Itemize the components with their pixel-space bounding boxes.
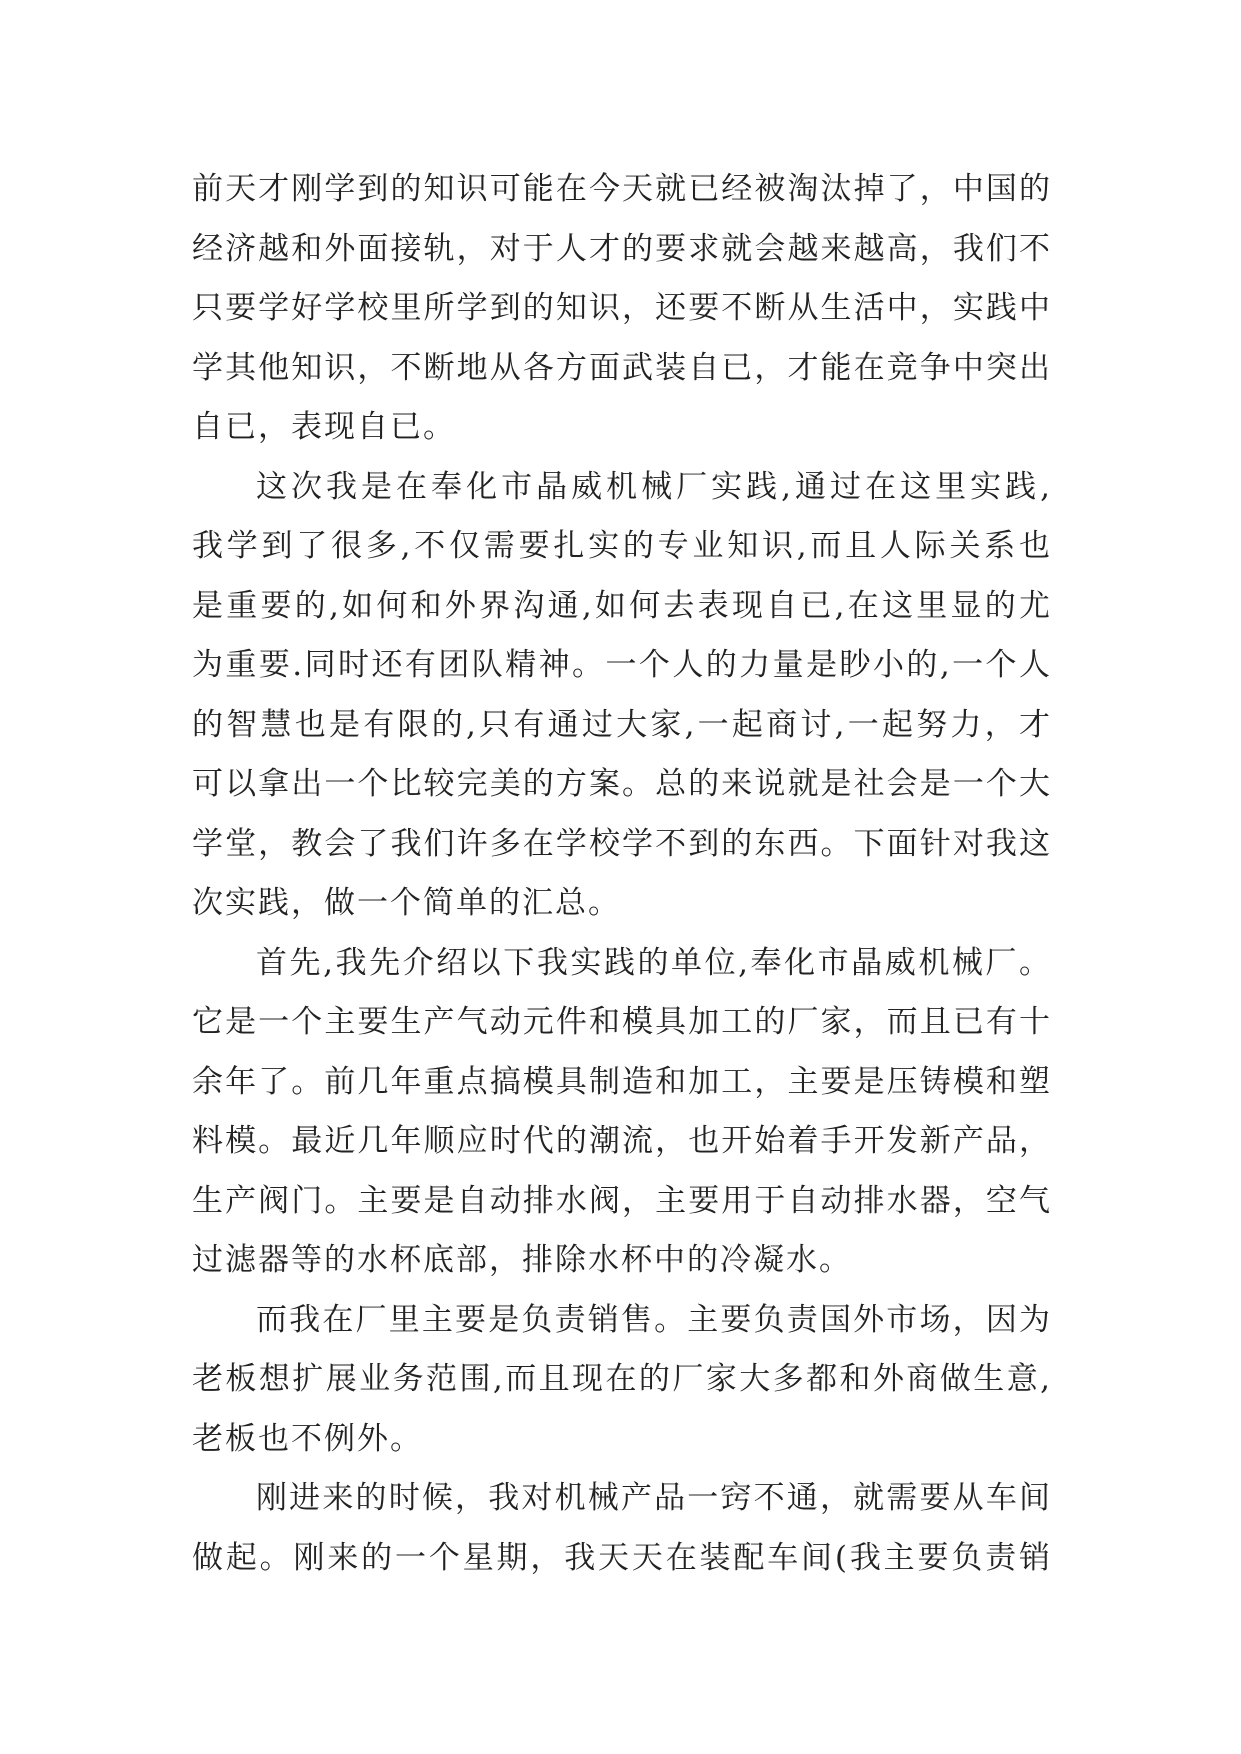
body-text [192,160,1052,1588]
text-line: 这次我是在奉化市晶威机械厂实践,通过在这里实践, [256,468,1052,505]
text-line: 学其他知识，不断地从各方面武装自已，才能在竞争中突出 [192,349,1052,386]
text-line: 可以拿出一个比较完美的方案。总的来说就是社会是一个大 [192,766,1052,802]
text-line: 它是一个主要生产气动元件和模具加工的厂家，而且已有十 [192,1004,1052,1040]
text-line: 的智慧也是有限的,只有通过大家,一起商讨,一起努力，才 [192,706,1052,743]
text-line: 做起。刚来的一个星期，我天天在装配车间(我主要负责销 [192,1539,1052,1576]
text-line: 次实践，做一个简单的汇总。 [192,885,621,921]
text-line: 老板想扩展业务范围,而且现在的厂家大多都和外商做生意, [192,1361,1052,1397]
text-line: 生产阀门。主要是自动排水阀，主要用于自动排水器，空气 [192,1182,1052,1219]
text-line: 是重要的,如何和外界沟通,如何去表现自已,在这里显的尤 [192,587,1052,624]
text-line: 前天才刚学到的知识可能在今天就已经被淘汰掉了，中国的 [192,171,1052,207]
text-line: 自已，表现自已。 [192,409,456,445]
text-line: 首先,我先介绍以下我实践的单位,奉化市晶威机械厂。 [256,944,1052,981]
text-line: 经济越和外面接轨，对于人才的要求就会越来越高，我们不 [192,230,1052,267]
text-line: 老板也不例外。 [192,1420,423,1457]
text-line: 刚进来的时候，我对机械产品一窍不通，就需要从车间 [256,1480,1052,1516]
text-line: 为重要.同时还有团队精神。一个人的力量是眇小的,一个人 [192,647,1052,683]
text-line: 料模。最近几年顺应时代的潮流，也开始着手开发新产品， [192,1123,1052,1159]
text-line: 而我在厂里主要是负责销售。主要负责国外市场，因为 [256,1301,1052,1338]
text-line: 只要学好学校里所学到的知识，还要不断从生活中，实践中 [192,290,1052,326]
text-line: 余年了。前几年重点搞模具制造和加工，主要是压铸模和塑 [192,1063,1052,1100]
text-line: 学堂，教会了我们许多在学校学不到的东西。下面针对我这 [192,825,1052,862]
text-line: 我学到了很多,不仅需要扎实的专业知识,而且人际关系也 [192,528,1052,564]
text-line: 过滤器等的水杯底部，排除水杯中的冷凝水。 [192,1242,852,1278]
